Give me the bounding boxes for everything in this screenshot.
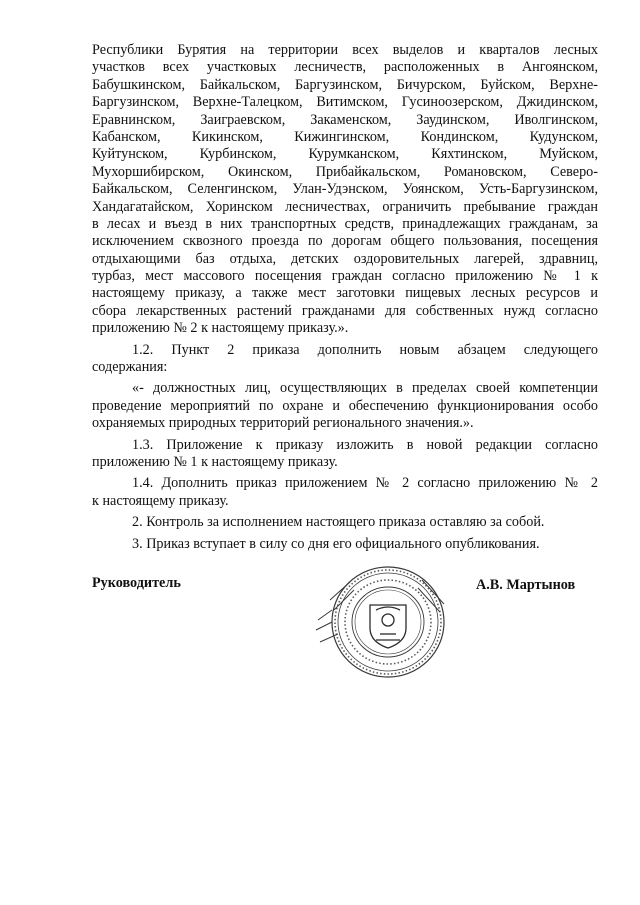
text-line: турбаз, мест массового посещения граждан согласно приложению № 1 к [92,268,598,285]
text-line: в лесах и въезд в них транспортных средств, принадлежащих гражданам, за [92,215,598,232]
text-line: 1.3. Приложение к приказу изложить в новой редакции согласно [132,436,598,453]
text-line: к настоящему приказу. [92,492,229,509]
paragraph-1-2 [92,342,598,377]
signature-position: Руководитель [92,575,181,591]
text-line: Куйтунском, Курбинском, Курумканском, Кяхтинском, Муйском, [92,146,598,163]
signature-name: А.В. Мартынов [476,577,576,593]
text-line: участков всех участковых лесничеств, расположенных в Ангоянском, [92,59,598,76]
text-line: исключением сквозного проезда по дорогам общего пользования, посещения [92,233,598,250]
text-line: отдыхающими баз отдыха, детских оздоровительных лагерей, здравниц, [92,250,598,267]
paragraphs [92,42,598,553]
paragraph-1-3 [92,437,598,472]
text-line: охраняемых природных территорий регионального значения.». [92,415,474,432]
text-line: Республики Бурятия на территории всех выделов и кварталов лесных [92,42,598,58]
text-line: 3. Приказ вступает в силу со дня его официального опубликования. [132,535,540,552]
text-line: приложению № 2 к настоящему приказу.». [92,320,349,337]
text-line: 1.4. Дополнить приказ приложением № 2 согласно приложению № 2 [132,475,598,492]
text-line: содержания: [92,359,168,376]
paragraph-2 [92,514,598,531]
paragraph-quote [92,380,598,432]
text-line: Баргузинском, Верхне-Талецком, Витимском, Гусиноозерском, Джидинском, [92,94,598,111]
paragraph-3 [92,536,598,553]
paragraph-main [92,42,598,338]
document-body [92,42,598,553]
text-line: сбора лекарственных растений гражданами для собственных нужд согласно [92,302,598,319]
text-line: приложению № 1 к настоящему приказу. [92,453,338,470]
text-line: 2. Контроль за исполнением настоящего приказа оставляю за собой. [132,514,545,531]
text-line: Байкальском, Селенгинском, Улан-Удэнском, Уоянском, Усть-Баргузинском, [92,181,598,198]
text-line: проведение мероприятий по охране и обеспечению функционирования особо [92,397,598,414]
text-line: Хандагатайском, Хоринском лесничествах, ограничить пребывание граждан [92,198,598,215]
text-line: Еравнинском, Заиграевском, Закаменском, Заудинском, Иволгинском, [92,111,598,128]
text-line: настоящему приказу, а также мест заготовки пищевых лесных ресурсов и [92,285,598,302]
paragraph-1-4 [92,475,598,510]
text-line: Кабанском, Кикинском, Кижингинском, Кондинском, Кудунском, [92,128,598,145]
text-line: 1.2. Пункт 2 приказа дополнить новым абзацем следующего [132,341,598,358]
text-line: «- должностных лиц, осуществляющих в пределах своей компетенции [132,380,598,397]
official-seal [310,560,462,688]
text-line: Бабушкинском, Байкальском, Баргузинском, Бичурском, Буйском, Верхне- [92,76,598,93]
text-line: Мухоршибирском, Окинском, Прибайкальском, Романовском, Северо- [92,163,598,180]
